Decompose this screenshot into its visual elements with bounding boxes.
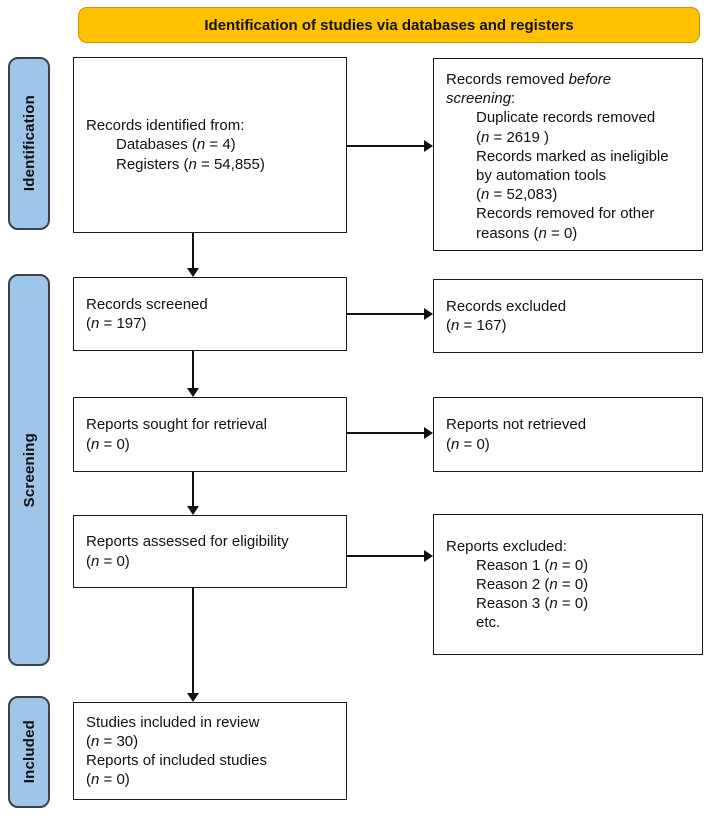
text-line: Duplicate records removed — [476, 109, 656, 127]
records-screened-box — [73, 277, 347, 351]
text-line: (n = 0) — [86, 552, 130, 570]
text-line: Reason 3 (n = 0) — [476, 595, 589, 613]
stage-label-text: Included — [20, 720, 38, 784]
arrow-identified-to-removed — [347, 140, 433, 152]
reports-sought-box — [73, 397, 347, 472]
text-line: Records identified from: — [86, 117, 245, 135]
text-line: Records screened — [86, 295, 208, 313]
studies-included-box — [73, 702, 347, 800]
arrow-head-icon — [187, 506, 199, 515]
records-removed-box — [433, 58, 703, 251]
diagram-header-banner — [78, 7, 700, 43]
text-line: Records excluded — [446, 297, 567, 315]
text-line: Reason 2 (n = 0) — [476, 575, 589, 593]
reports-not-retrieved-box — [433, 397, 703, 472]
arrow-head-icon — [424, 427, 433, 439]
text-line: (n = 2619 ) — [476, 128, 549, 146]
arrow-shaft — [347, 313, 425, 315]
text-line: Reason 1 (n = 0) — [476, 556, 589, 574]
reports-assessed-box — [73, 515, 347, 588]
text-line: Reports not retrieved — [446, 416, 587, 434]
arrow-head-icon — [424, 308, 433, 320]
text-line: (n = 167) — [446, 317, 507, 334]
arrow-identified-to-screened — [187, 233, 199, 277]
arrow-sought-to-not-retrieved — [347, 427, 433, 439]
text-line: (n = 30) — [86, 732, 139, 750]
text-line: Records removed before — [446, 71, 612, 88]
text-line: (n = 0) — [86, 771, 130, 789]
text-line: Records marked as ineligible — [476, 147, 669, 165]
reports-excluded-box — [433, 514, 703, 655]
arrow-head-icon — [187, 693, 199, 702]
text-line: Studies included in review — [86, 713, 260, 731]
text-line: Records removed for other — [476, 205, 655, 223]
arrow-head-icon — [187, 388, 199, 397]
arrow-shaft — [192, 588, 194, 694]
text-line: by automation tools — [476, 166, 607, 184]
arrow-shaft — [192, 233, 194, 269]
text-line: (n = 52,083) — [476, 186, 558, 204]
text-line: screening: — [446, 90, 516, 108]
records-excluded-box — [433, 279, 703, 353]
arrow-shaft — [347, 145, 425, 147]
text-line: (n = 0) — [446, 435, 490, 453]
text-line: Reports assessed for eligibility — [86, 533, 289, 551]
arrow-head-icon — [424, 140, 433, 152]
arrow-screened-to-excluded — [347, 308, 433, 320]
arrow-screened-to-sought — [187, 351, 199, 397]
arrow-shaft — [192, 351, 194, 389]
stage-label-text: Screening — [20, 432, 38, 508]
text-line: Reports excluded: — [446, 537, 567, 555]
arrow-shaft — [347, 432, 425, 434]
text-line: Registers (n = 54,855) — [116, 155, 265, 173]
stage-label-included — [8, 696, 50, 808]
arrow-sought-to-assessed — [187, 472, 199, 515]
text-line: reasons (n = 0) — [476, 224, 578, 242]
arrow-assessed-to-reports-excluded — [347, 550, 433, 562]
stage-label-identification — [8, 57, 50, 230]
arrow-shaft — [347, 555, 425, 557]
text-line: (n = 0) — [86, 435, 130, 453]
text-line: Reports of included studies — [86, 752, 267, 769]
arrow-shaft — [192, 472, 194, 507]
text-line: Reports sought for retrieval — [86, 416, 267, 434]
diagram-title: Identification of studies via databases and registers — [204, 16, 574, 34]
stage-label-text: Identification — [20, 95, 38, 192]
stage-label-screening — [8, 274, 50, 666]
arrow-head-icon — [187, 268, 199, 277]
arrow-head-icon — [424, 550, 433, 562]
records-identified-box — [73, 57, 347, 233]
text-line: (n = 197) — [86, 315, 147, 332]
arrow-assessed-to-included — [187, 588, 199, 702]
text-line: etc. — [476, 614, 501, 632]
text-line: Databases (n = 4) — [116, 136, 236, 154]
